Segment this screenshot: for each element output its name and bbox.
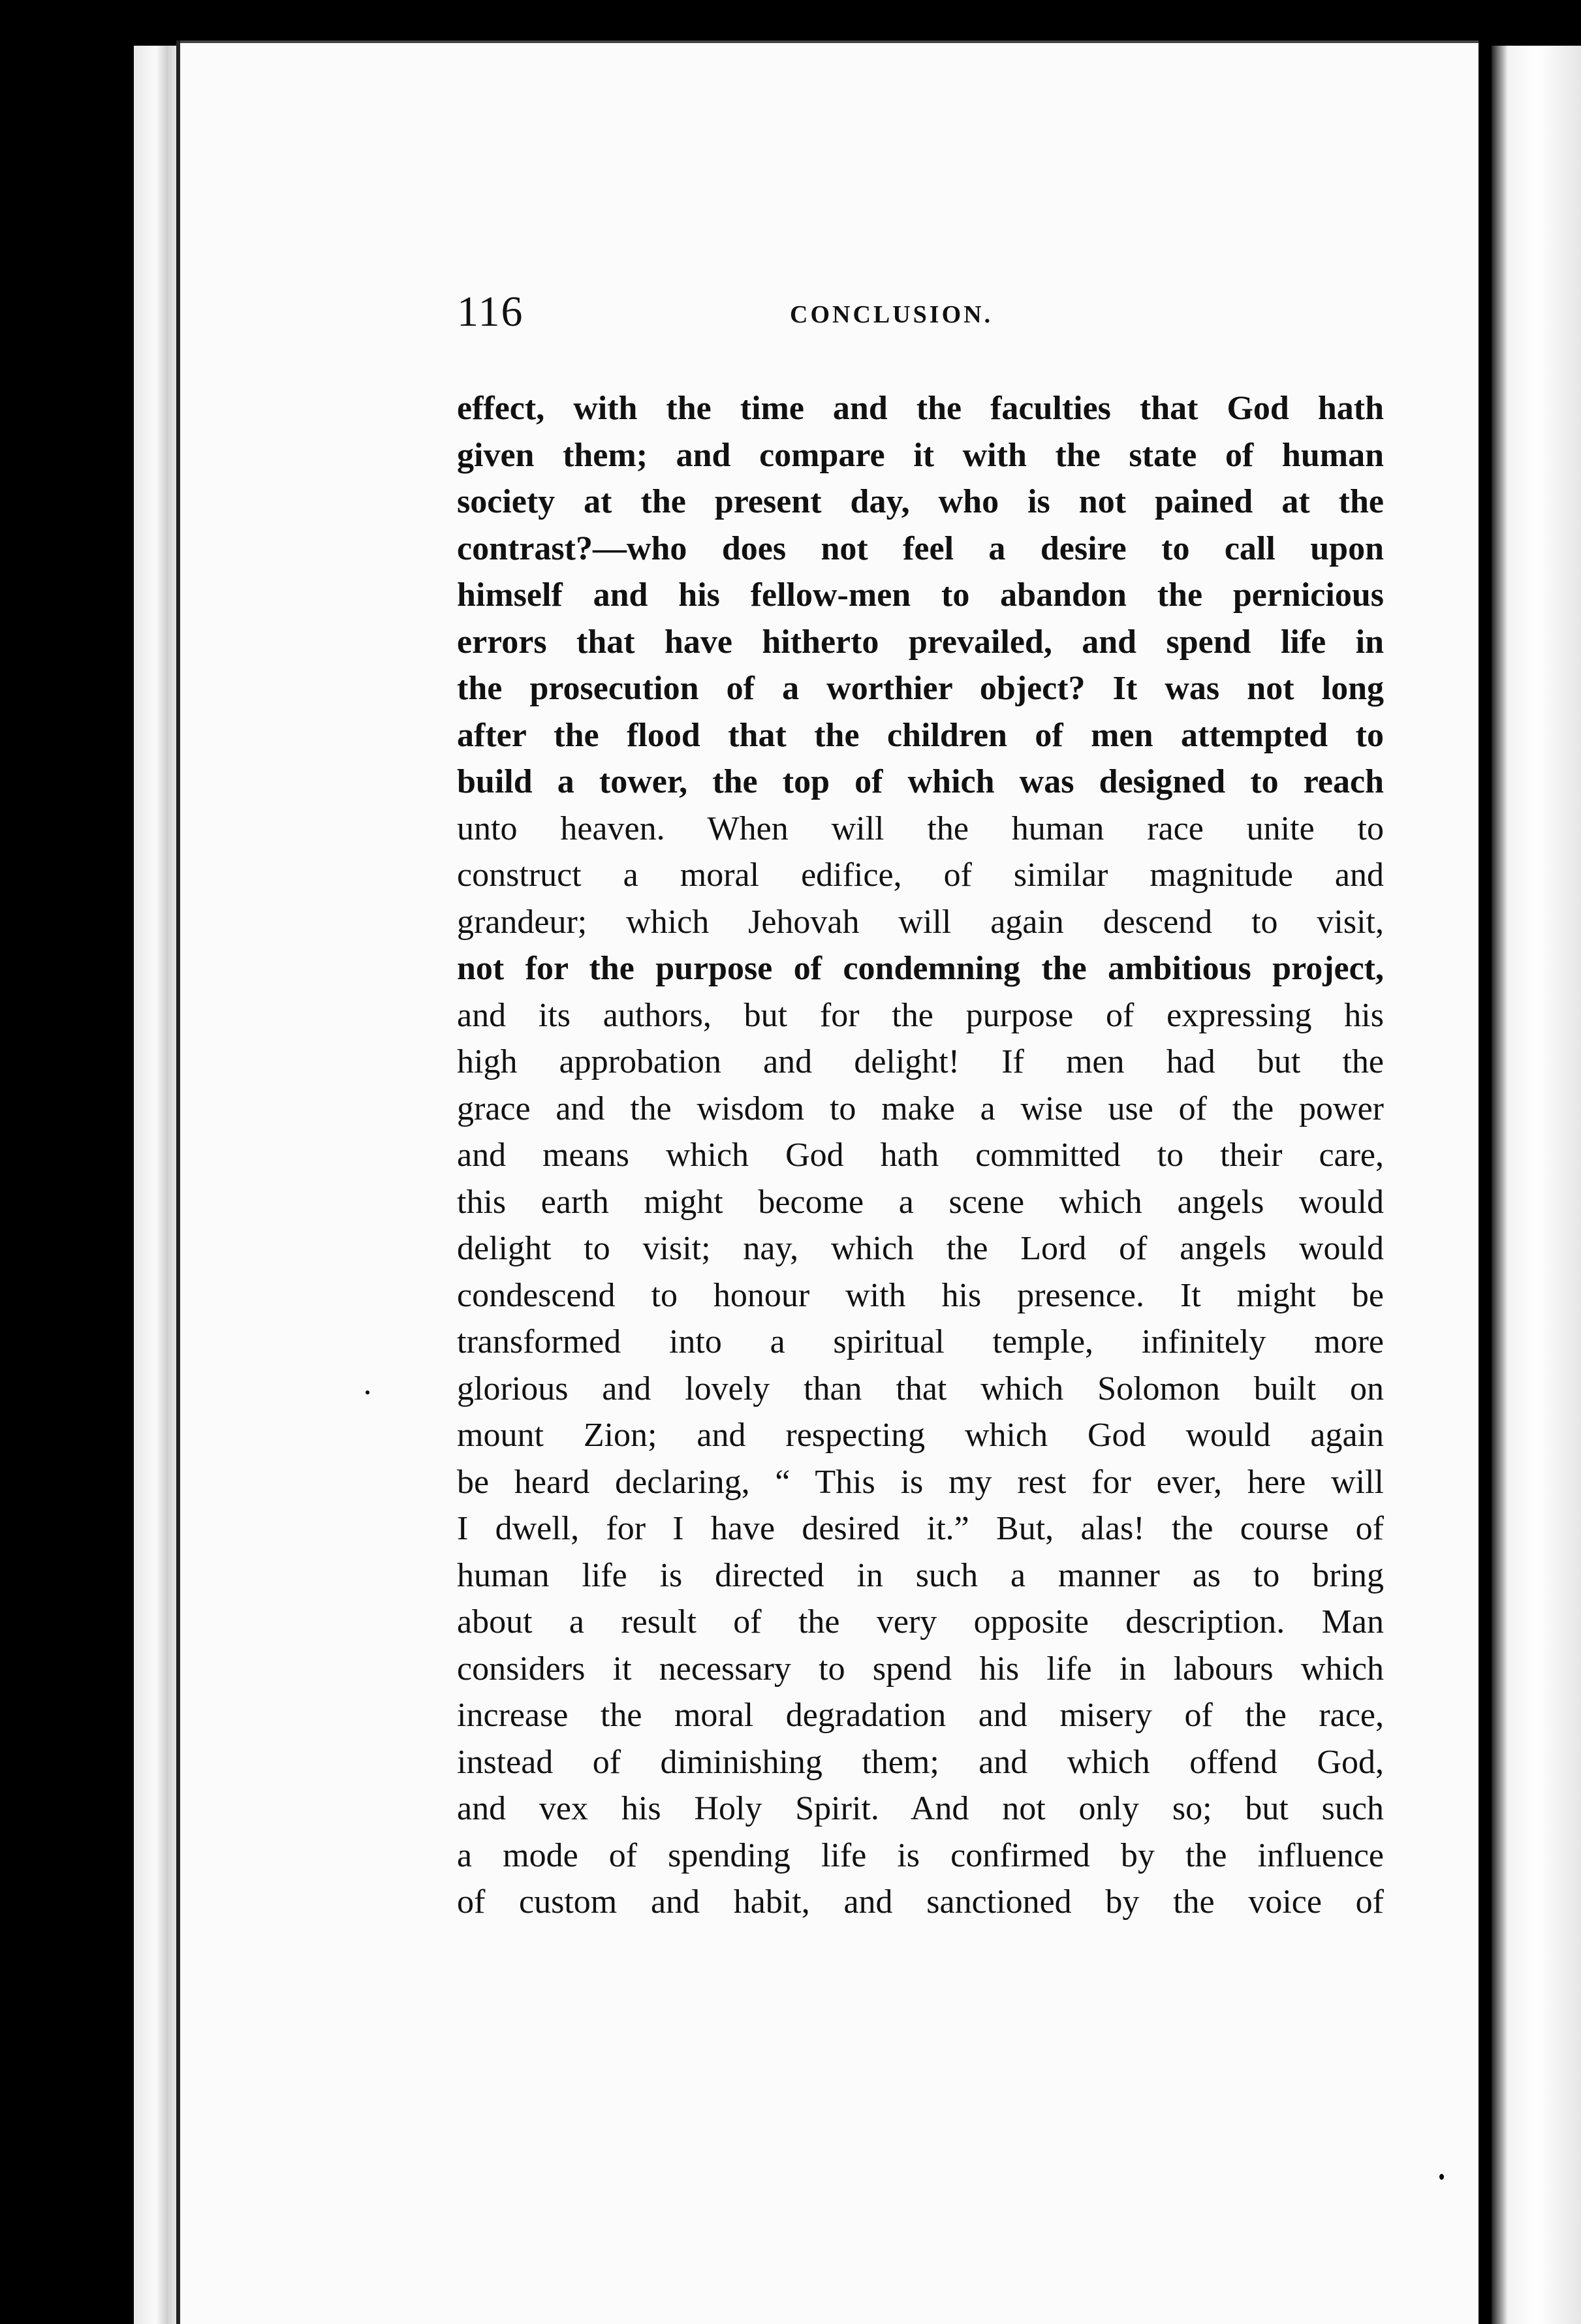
text-line: given them; and compare it with the state of human [457,436,1384,474]
text-line: be heard declaring, “ This is my rest for ever, here will [457,1463,1384,1501]
text-line: and means which God hath committed to their care, [457,1137,1384,1174]
text-line: and vex his Holy Spirit. And not only so; but such [457,1790,1384,1827]
text-line: transformed into a spiritual temple, infinitely more [457,1323,1384,1360]
text-line: errors that have hitherto prevailed, and spend life in [457,623,1384,661]
text-line: effect, with the time and the faculties that God hath [457,390,1384,427]
text-line: himself and his fellow-men to abandon the pernicious [457,576,1384,614]
text-line: a mode of spending life is confirmed by the influence [457,1836,1384,1874]
text-line: instead of diminishing them; and which offend God, [457,1743,1384,1781]
running-title: CONCLUSION. [790,301,994,328]
text-line: human life is directed in such a manner as to bring [457,1556,1384,1594]
text-line: and its authors, but for the purpose of expressing his [457,996,1384,1034]
text-line: the prosecution of a worthier object? It was not long [457,670,1384,707]
text-line: about a result of the very opposite description. Man [457,1603,1384,1641]
text-line: of custom and habit, and sanctioned by the voice of [457,1883,1384,1921]
body-text [457,385,1384,1926]
text-line: society at the present day, who is not pained at the [457,483,1384,520]
text-line: considers it necessary to spend his life in labours which [457,1650,1384,1688]
text-line: I dwell, for I have desired it.” But, alas! the course of [457,1510,1384,1547]
text-line: grace and the wisdom to make a wise use of the power [457,1090,1384,1127]
text-line: condescend to honour with his presence. It might be [457,1276,1384,1314]
text-line: increase the moral degradation and misery of the race, [457,1697,1384,1734]
text-line: mount Zion; and respecting which God would again [457,1417,1384,1454]
ink-speck [1439,2174,1444,2180]
text-line: not for the purpose of condemning the ambitious project, [457,950,1384,987]
text-line: after the flood that the children of men attempted to [457,716,1384,754]
text-line: grandeur; which Jehovah will again descend to visit, [457,903,1384,941]
text-line: construct a moral edifice, of similar magnitude and [457,856,1384,894]
text-line: this earth might become a scene which angels would [457,1183,1384,1221]
ink-speck [14,979,21,986]
page-text-block [457,287,1384,1926]
text-line: high approbation and delight! If men had but the [457,1043,1384,1080]
text-line: glorious and lovely than that which Solomon built on [457,1370,1384,1407]
adjacent-page-edge [1492,46,1581,2324]
page-number: 116 [457,288,524,336]
text-line: contrast?—who does not feel a desire to call upon [457,529,1384,567]
text-line: build a tower, the top of which was designed to reach [457,763,1384,800]
text-line: delight to visit; nay, which the Lord of angels would [457,1230,1384,1267]
ink-speck [366,1390,369,1394]
text-line: unto heaven. When will the human race unite to [457,809,1384,847]
scan-left-border [0,0,134,2324]
running-head [457,287,1384,359]
gutter-shadow [1479,0,1492,2324]
